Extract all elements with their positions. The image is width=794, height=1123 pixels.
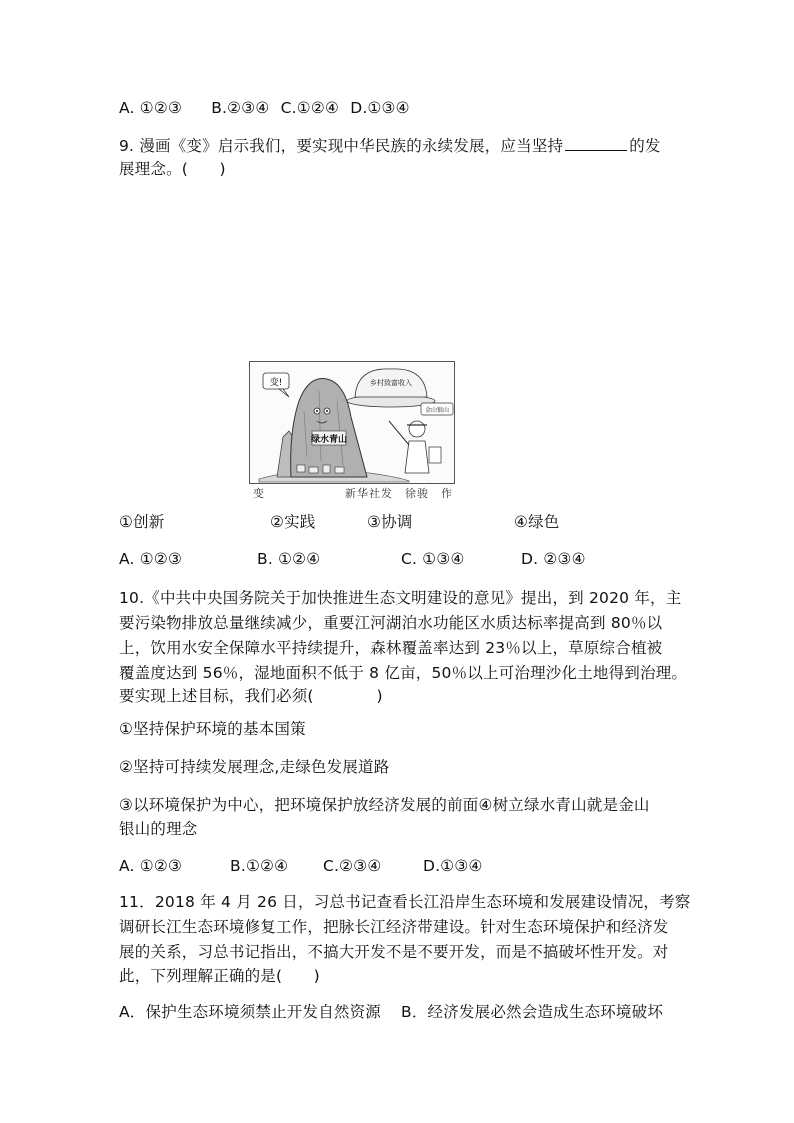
q8-option-b: B.②③④ xyxy=(211,99,270,117)
q11-options xyxy=(119,1002,663,1022)
q10-options xyxy=(119,856,483,876)
plate-label: 乡村致富收入 xyxy=(370,379,412,387)
q9-option-a: A. ①②③ xyxy=(119,550,183,568)
q10-option-b: B.①②④ xyxy=(230,857,289,875)
q11-option-b: B．经济发展必然会造成生态环境破坏 xyxy=(401,1003,664,1021)
q8-options xyxy=(119,98,410,118)
q8-option-c: C.①②④ xyxy=(280,99,340,117)
mountain-label: 绿水青山 xyxy=(310,435,348,445)
cartoon-caption-credit: 新华社发 徐骏 作 xyxy=(345,487,453,500)
q10-stem-line: 覆盖度达到 56％，湿地面积不低于 8 亿亩，50％以上可治理沙化土地得到治理。 xyxy=(119,664,688,682)
q9-options xyxy=(119,549,586,569)
q10-option-d: D.①③④ xyxy=(423,857,483,875)
q10-stem-line: 上，饮用水安全保障水平持续提升，森林覆盖率达到 23％以上，草原综合植被 xyxy=(119,639,663,657)
q10-statement-3: ③以环境保护为中心，把环境保护放经济发展的前面④树立绿水青山就是金山 xyxy=(119,796,650,814)
q9-stem-line2: 展理念。( ) xyxy=(119,160,226,178)
q9-option-b: B. ①②④ xyxy=(257,550,321,568)
q10-option-a: A. ①②③ xyxy=(119,857,183,875)
q8-option-a: A. ①②③ xyxy=(119,99,183,117)
q10-statement-4: 银山的理念 xyxy=(119,820,198,838)
q9-option-c: C. ①③④ xyxy=(401,550,465,568)
cartoon-caption-title: 变 xyxy=(253,487,264,500)
q10-stem-line: 要实现上述目标，我们必须( ) xyxy=(119,687,383,705)
q11-stem-line: 11．2018 年 4 月 26 日，习总书记查看长江沿岸生态环境和发展建设情况，考察 xyxy=(119,893,691,911)
q9-items xyxy=(119,512,560,532)
q9-item-2: ②实践 xyxy=(270,513,316,531)
q9-stem-line1 xyxy=(119,136,661,156)
answer-blank xyxy=(565,136,627,151)
q9-stem-text: 9. 漫画《变》启示我们，要实现中华民族的永续发展，应当坚持 xyxy=(119,137,564,155)
q9-stem-tail: 的发 xyxy=(629,137,661,155)
q10-option-c: C.②③④ xyxy=(323,857,382,875)
q8-option-d: D.①③④ xyxy=(350,99,410,117)
cartoon-image xyxy=(249,361,455,497)
bubble-text: 变! xyxy=(269,378,283,388)
q9-item-1: ①创新 xyxy=(119,513,165,531)
sign-label: 金山银山 xyxy=(424,407,450,414)
q10-stem-line: 10.《中共中央国务院关于加快推进生态文明建设的意见》提出，到 2020 年，主 xyxy=(119,589,682,607)
q11-stem-line: 此，下列理解正确的是( ) xyxy=(119,967,320,985)
q11-stem-line: 展的关系，习总书记指出，不搞大开发不是不要开发，而是不搞破坏性开发。对 xyxy=(119,943,669,961)
q11-option-a: A．保护生态环境须禁止开发自然资源 xyxy=(119,1003,382,1021)
q9-item-4: ④绿色 xyxy=(514,513,560,531)
q9-option-d: D. ②③④ xyxy=(521,550,586,568)
q11-stem-line: 调研长江生态环境修复工作，把脉长江经济带建设。针对生态环境保护和经济发 xyxy=(119,918,669,936)
q10-stem-line: 要污染物排放总量继续减少，重要江河湖泊水功能区水质达标率提高到 80％以 xyxy=(119,614,663,632)
q10-statement-1: ①坚持保护环境的基本国策 xyxy=(119,720,306,738)
q10-statement-2: ②坚持可持续发展理念,走绿色发展道路 xyxy=(119,758,390,776)
q9-item-3: ③协调 xyxy=(367,513,413,531)
